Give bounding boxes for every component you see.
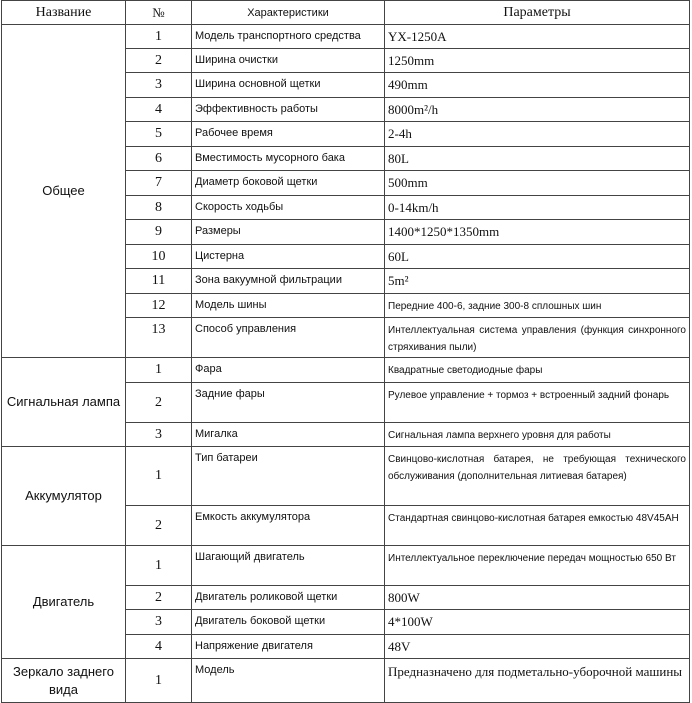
row-value: 60L xyxy=(385,245,690,269)
row-value: Интеллектуальное переключение передач мощностью 650 Вт xyxy=(385,546,690,586)
row-characteristic: Модель шины xyxy=(192,294,385,318)
row-num: 1 xyxy=(126,659,192,703)
row-num: 11 xyxy=(126,269,192,294)
row-characteristic: Задние фары xyxy=(192,383,385,423)
row-value: 80L xyxy=(385,147,690,171)
row-characteristic: Размеры xyxy=(192,220,385,245)
row-num: 3 xyxy=(126,610,192,635)
row-num: 6 xyxy=(126,147,192,171)
row-num: 2 xyxy=(126,586,192,610)
row-num: 1 xyxy=(126,546,192,586)
row-characteristic: Тип батареи xyxy=(192,447,385,506)
table-row xyxy=(2,659,690,703)
table-row xyxy=(2,447,690,506)
row-characteristic: Мигалка xyxy=(192,423,385,447)
table-row xyxy=(2,25,690,49)
group-signal-lamp: Сигнальная лампа xyxy=(2,358,126,447)
row-characteristic: Емкость аккумулятора xyxy=(192,506,385,546)
header-parameters: Параметры xyxy=(385,1,690,25)
row-characteristic: Скорость ходьбы xyxy=(192,196,385,220)
row-num: 4 xyxy=(126,98,192,122)
row-characteristic: Ширина очистки xyxy=(192,49,385,73)
row-characteristic: Шагающий двигатель xyxy=(192,546,385,586)
row-value: Сигнальная лампа верхнего уровня для работы xyxy=(385,423,690,447)
group-engine: Двигатель xyxy=(2,546,126,659)
row-value: 800W xyxy=(385,586,690,610)
row-value: 8000m²/h xyxy=(385,98,690,122)
row-value: Интеллектуальная система управления (функция синхронного стряхивания пыли) xyxy=(385,318,690,358)
row-characteristic: Цистерна xyxy=(192,245,385,269)
row-value: 1400*1250*1350mm xyxy=(385,220,690,245)
row-num: 9 xyxy=(126,220,192,245)
row-characteristic: Фара xyxy=(192,358,385,383)
row-num: 2 xyxy=(126,383,192,423)
row-value: 0-14km/h xyxy=(385,196,690,220)
row-value: 4*100W xyxy=(385,610,690,635)
row-characteristic: Двигатель боковой щетки xyxy=(192,610,385,635)
header-name: Название xyxy=(2,1,126,25)
row-characteristic: Ширина основной щетки xyxy=(192,73,385,98)
row-value: 5m² xyxy=(385,269,690,294)
row-value: YX-1250A xyxy=(385,25,690,49)
row-characteristic: Эффективность работы xyxy=(192,98,385,122)
row-num: 2 xyxy=(126,506,192,546)
row-num: 3 xyxy=(126,423,192,447)
row-num: 5 xyxy=(126,122,192,147)
row-value: Передние 400-6, задние 300-8 сплошных шин xyxy=(385,294,690,318)
row-num: 8 xyxy=(126,196,192,220)
row-value: 490mm xyxy=(385,73,690,98)
header-row xyxy=(2,1,690,25)
row-num: 2 xyxy=(126,49,192,73)
row-characteristic: Модель xyxy=(192,659,385,703)
row-value: Квадратные светодиодные фары xyxy=(385,358,690,383)
group-mirror: Зеркало заднего вида xyxy=(2,659,126,703)
row-num: 3 xyxy=(126,73,192,98)
row-value: Свинцово-кислотная батарея, не требующая технического обслуживания (дополнительная литиевая батарея) xyxy=(385,447,690,506)
group-general: Общее xyxy=(2,25,126,358)
row-value: 2-4h xyxy=(385,122,690,147)
row-characteristic: Зона вакуумной фильтрации xyxy=(192,269,385,294)
row-num: 4 xyxy=(126,635,192,659)
row-characteristic: Способ управления xyxy=(192,318,385,358)
header-characteristic: Характеристики xyxy=(192,1,385,25)
row-value: Рулевое управление + тормоз + встроенный задний фонарь xyxy=(385,383,690,423)
row-num: 1 xyxy=(126,25,192,49)
row-value: 48V xyxy=(385,635,690,659)
row-value: 500mm xyxy=(385,171,690,196)
row-value: Стандартная свинцово-кислотная батарея емкостью 48V45AH xyxy=(385,506,690,546)
row-num: 1 xyxy=(126,447,192,506)
row-num: 1 xyxy=(126,358,192,383)
row-characteristic: Вместимость мусорного бака xyxy=(192,147,385,171)
row-characteristic: Рабочее время xyxy=(192,122,385,147)
row-characteristic: Напряжение двигателя xyxy=(192,635,385,659)
spec-table xyxy=(1,0,690,703)
row-num: 10 xyxy=(126,245,192,269)
row-value: Предназначено для подметально-уборочной машины xyxy=(385,659,690,703)
row-characteristic: Модель транспортного средства xyxy=(192,25,385,49)
group-battery: Аккумулятор xyxy=(2,447,126,546)
row-num: 13 xyxy=(126,318,192,358)
table-row xyxy=(2,358,690,383)
row-num: 7 xyxy=(126,171,192,196)
header-num: № xyxy=(126,1,192,25)
row-value: 1250mm xyxy=(385,49,690,73)
row-num: 12 xyxy=(126,294,192,318)
row-characteristic: Двигатель роликовой щетки xyxy=(192,586,385,610)
table-row xyxy=(2,546,690,586)
row-characteristic: Диаметр боковой щетки xyxy=(192,171,385,196)
